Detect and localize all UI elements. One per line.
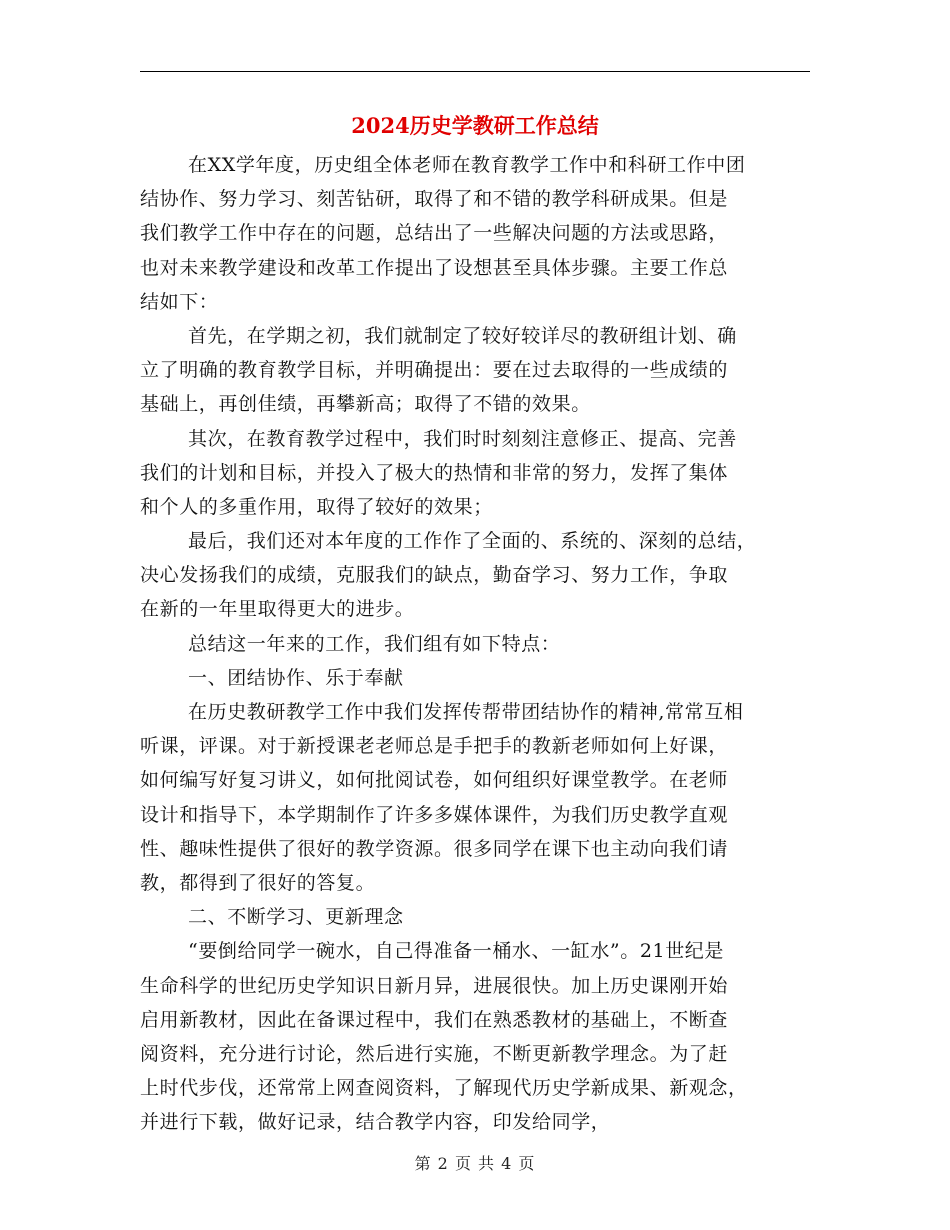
- text-line: 和个人的多重作用，取得了较好的效果；: [140, 495, 493, 518]
- text-line: 决心发扬我们的成绩，克服我们的缺点，勤奋学习、努力工作，争取: [140, 564, 729, 587]
- document-body: [140, 148, 810, 1139]
- text-line: 听课，评课。对于新授课老老师总是手把手的教新老师如何上好课，: [140, 735, 729, 758]
- text-line: 在新的一年里取得更大的进步。: [140, 598, 415, 621]
- text-line: 上时代步伐，还常常上网查阅资料，了解现代历史学新成果、新观念，: [140, 1077, 748, 1100]
- text-line: “要倒给同学一碗水，自己得准备一桶水、一缸水”。21世纪是: [188, 940, 725, 963]
- text-line: 如何编写好复习讲义，如何批阅试卷，如何组织好课堂教学。在老师: [140, 769, 729, 792]
- text-line: 也对未来教学建设和改革工作提出了设想甚至具体步骤。主要工作总: [140, 256, 729, 279]
- text-line: 生命科学的世纪历史学知识日新月异，进展很快。加上历史课刚开始: [140, 974, 729, 997]
- text-line: 结协作、努力学习、刻苦钻研，取得了和不错的教学科研成果。但是: [140, 188, 729, 211]
- text-line: 我们的计划和目标，并投入了极大的热情和非常的努力，发挥了集体: [140, 461, 729, 484]
- text-line: 在XX学年度，历史组全体老师在教育教学工作中和科研工作中团: [188, 154, 746, 176]
- text-line: 性、趣味性提供了很好的教学资源。很多同学在课下也主动向我们请: [140, 837, 729, 860]
- text-line: 最后，我们还对本年度的工作作了全面的、系统的、深刻的总结，: [188, 530, 757, 553]
- text-line: 教，都得到了很好的答复。: [140, 871, 376, 894]
- text-line: 我们教学工作中存在的问题，总结出了一些解决问题的方法或思路，: [140, 222, 729, 245]
- document-title: 2024历史学教研工作总结: [351, 113, 599, 138]
- text-line: 启用新教材，因此在备课过程中，我们在熟悉教材的基础上，不断查: [140, 1008, 729, 1031]
- text-line: 首先，在学期之初，我们就制定了较好较详尽的教研组计划、确: [188, 324, 737, 347]
- page-number-footer: 第 2 页 共 4 页: [414, 1154, 536, 1173]
- text-line: 总结这一年来的工作，我们组有如下特点：: [188, 632, 561, 655]
- section-heading: 一、团结协作、乐于奉献: [188, 666, 404, 689]
- section-heading: 二、不断学习、更新理念: [188, 906, 404, 929]
- header-rule: [140, 71, 810, 72]
- text-line: 设计和指导下，本学期制作了许多多媒体课件，为我们历史教学直观: [140, 803, 729, 826]
- text-line: 立了明确的教育教学目标，并明确提出：要在过去取得的一些成绩的: [140, 359, 729, 382]
- text-line: 结如下：: [140, 290, 219, 313]
- text-line: 基础上，再创佳绩，再攀新高；取得了不错的效果。: [140, 393, 591, 416]
- text-line: 其次，在教育教学过程中，我们时时刻刻注意修正、提高、完善: [188, 427, 737, 450]
- text-line: 并进行下载，做好记录，结合教学内容，印发给同学，: [140, 1111, 611, 1134]
- text-line: 阅资料，充分进行讨论，然后进行实施，不断更新教学理念。为了赶: [140, 1042, 729, 1065]
- text-line: 在历史教研教学工作中我们发挥传帮带团结协作的精神,常常互相: [188, 701, 744, 723]
